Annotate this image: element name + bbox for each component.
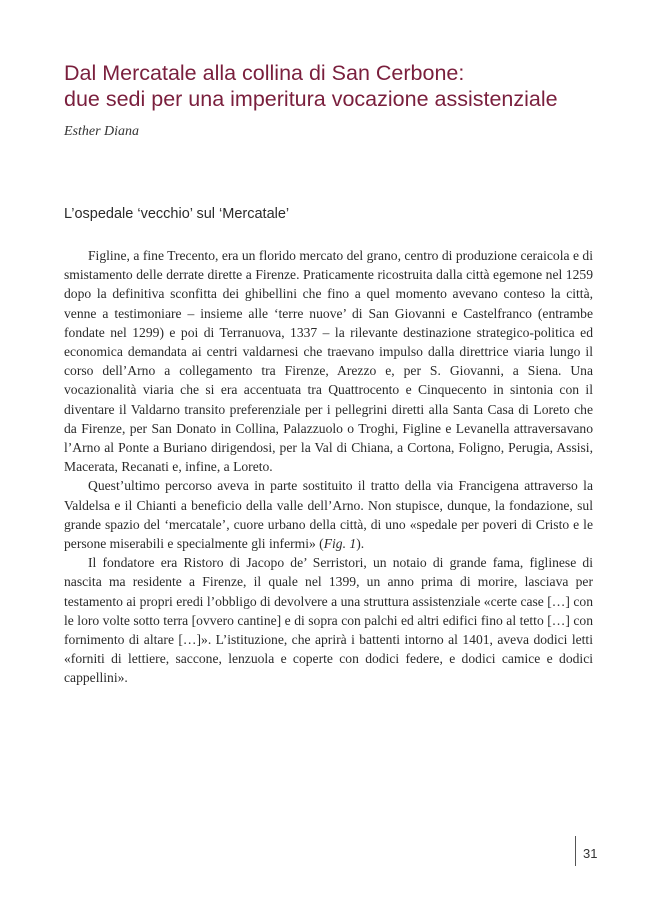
- article-title: [64, 60, 604, 112]
- paragraph-2-text-end: ).: [356, 536, 365, 552]
- page-number: 31: [583, 846, 598, 861]
- paragraph-2: [64, 476, 593, 553]
- article-title-line-1: Dal Mercatale alla collina di San Cerbone:: [64, 61, 465, 85]
- paragraph-2-text: Quest’ultimo percorso aveva in parte sostituito il tratto della via Francigena attraverso la Valdelsa e il Chianti a beneficio della valle dell’Arno. Non stupisce, dunque, la fondazione, sul grande spazio del ‘mercatale’, cuore urbano della città, di uno «spedale per poveri di Cristo e le persone miserabili e specialmente gli infermi» (: [64, 478, 593, 552]
- article-title-line-2: due sedi per una imperitura vocazione assistenziale: [64, 87, 558, 111]
- page-number-rule: [575, 836, 576, 866]
- paragraph-1-text: Figline, a fine Trecento, era un florido mercato del grano, centro di produzione ceraicola e di smistamento delle derrate dirette a Firenze. Praticamente ricostruita dalla città egemone nel 1259 dopo la definitiva sconfitta dei ghibellini che fino a quel momento avevano conteso la città, venne a testimoniare – insieme alle ‘terre nuove’ di San Giovanni e Castelfranco (entrambe fondate nel 1299) e poi di Terranuova, 1337 – la rilevante destinazione strategico-politica ed economica demandata ai centri valdarnesi che traevano impulso dalla direttrice viaria lungo il corso dell’Arno a collegamento tra Firenze, Arezzo e, per S. Giovanni, a Siena. Una vocazionalità viaria che si era accentuata tra Quattrocento e Cinquecento in sintonia con il diventare il Valdarno transito preferenziale per i pellegrini diretti alla Santa Casa di Loreto che da Firenze, per San Donato in Collina, Palazzuolo o Troghi, Figline e Levanella attraversavano l’Arno al Ponte a Buriano dirigendosi, per la Val di Chiana, a Cortona, Foligno, Perugia, Assisi, Macerata, Recanati e, infine, a Loreto.: [64, 248, 593, 475]
- paragraph-3: [64, 553, 593, 687]
- paragraph-1: [64, 246, 593, 476]
- figure-reference: Fig. 1: [323, 536, 357, 552]
- article-body: [64, 246, 593, 688]
- paragraph-3-text: Il fondatore era Ristoro di Jacopo de’ Serristori, un notaio di grande fama, figlinese di nascita ma residente a Firenze, il quale nel 1399, un anno prima di morire, lasciava per testamento ai propri eredi l’obbligo di devolvere a una struttura assistenziale «certe case […] con le loro volte sotto terra [ovvero cantine] e di sopra con palchi ed altri edifici fino al tetto […] con fornimento di altare […]». L’istituzione, che aprirà i battenti intorno al 1401, aveva dodici letti «forniti di lettiere, saccone, lenzuola e coperte con dodici federe, e dodici camice e dodici cappellini».: [64, 555, 593, 686]
- section-heading: L’ospedale ‘vecchio’ sul ‘Mercatale’: [64, 206, 290, 222]
- author-name: Esther Diana: [64, 124, 140, 139]
